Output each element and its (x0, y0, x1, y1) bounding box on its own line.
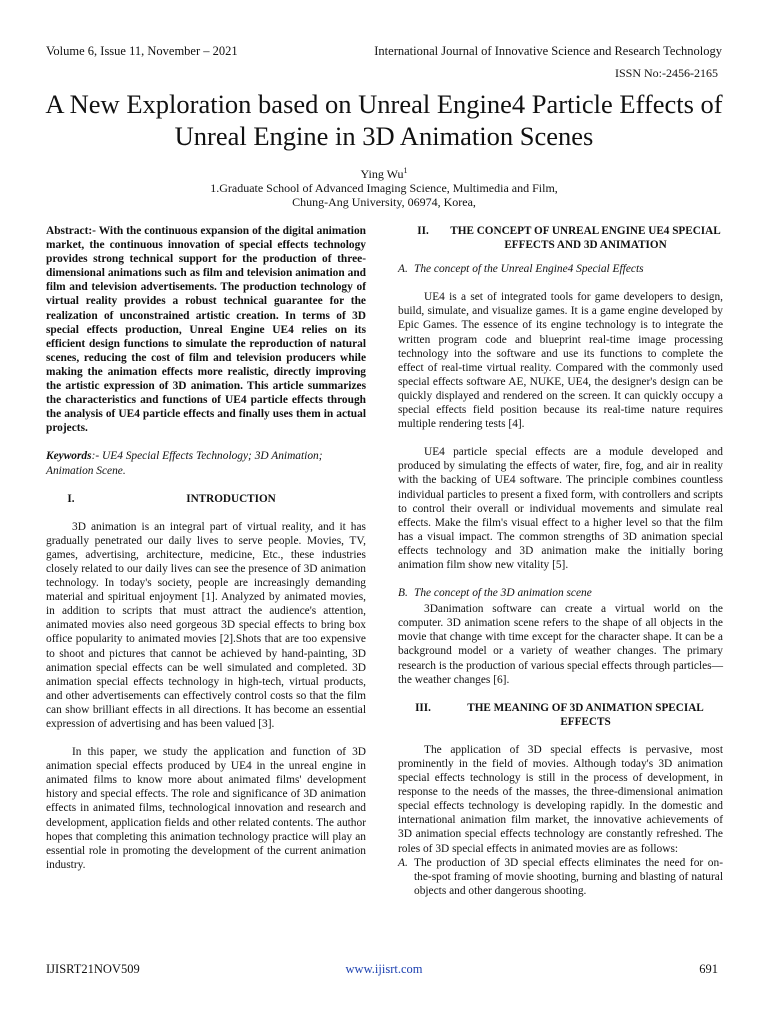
subsection-letter: A. (398, 263, 408, 276)
section2-paragraph-1: UE4 is a set of integrated tools for game developers to design, build, simulate, and visualize games. It is a game engine developed by Epic Games. The essence of its engine technology is to integrate the written program code and blueprint real-time image processing technology into the software and use its functions to complete the effect of real-time virtual reality. Compared with the commonly used special effects software AE, NUKE, UE4, the designer's design can be quickly displayed and rendered on the screen. It can quickly occupy a special effects field position because its real-time nature requires multiple rendering tests [4]. (398, 291, 723, 431)
intro-paragraph-2: In this paper, we study the application and function of 3D animation special effects produced by UE4 in the unreal engine in animated films to know more about animated films' development history and special effects. The role and significance of 3D animation effects in animated films, technological innovation and research and development, application fields and other related contents. The author hopes that completing this animation technology practice will play an essential role in promoting the development of the current animation industry. (46, 746, 366, 871)
list-item-text: The production of 3D special effects eliminates the need for on-the-spot framing of movie shooting, burning and blasting of natural objects and other dangerous shooting. (414, 856, 723, 897)
keywords-label: Keywords (46, 450, 92, 463)
section-heading-3 (398, 701, 723, 729)
section-title: THE MEANING OF 3D ANIMATION SPECIAL EFFECTS (467, 701, 704, 728)
header-issn: ISSN No:-2456-2165 (614, 66, 718, 80)
left-column (46, 224, 366, 872)
keywords-text: :- UE4 Special Effects Technology; 3D Animation; Animation Scene. (46, 450, 323, 477)
author (0, 166, 768, 182)
abstract: Abstract:- With the continuous expansion of the digital animation market, the continuous innovation of special effects technology provides strong technical support for the production of three-dimensional animations such as film and television animation and film and television advertisements. The production technology of virtual reality provides a robust technical guarantee for the realization of unconstrained artistic creation. In terms of 3D special effects production, Unreal Engine UE4 relies on its efficient design functions to simulate the reproduction of natural scenes, reducing the cost of film and television producers while making the animation effects more realistic, directly improving the artistic expression of 3D animation. This article summarizes the characteristics and functions of UE4 particle effects through the analysis of UE4 particle effects and finally uses them in actual projects. (46, 225, 366, 435)
footer-website-link[interactable]: www.ijisrt.com (345, 962, 423, 976)
list-item-a (398, 856, 723, 898)
paper-title: A New Exploration based on Unreal Engine4 Particle Effects of Unreal Engine in 3D Animation Scenes (45, 89, 723, 151)
subsection-title: The concept of the 3D animation scene (414, 587, 592, 600)
keywords (46, 449, 366, 477)
section-number: II. (417, 225, 429, 237)
affiliation-line-2: Chung-Ang University, 06974, Korea, (292, 195, 476, 209)
subsection-heading-a (398, 262, 723, 276)
subsection-heading-b (398, 586, 723, 600)
header-volume: Volume 6, Issue 11, November – 2021 (46, 44, 238, 58)
section-number: I. (67, 492, 75, 505)
right-column (398, 224, 723, 898)
affiliation-line-1: 1.Graduate School of Advanced Imaging Science, Multimedia and Film, (210, 181, 558, 195)
footer-paper-id: IJISRT21NOV509 (46, 962, 140, 976)
header-journal: International Journal of Innovative Science and Research Technology (374, 44, 722, 58)
author-name: Ying Wu (360, 167, 404, 181)
intro-paragraph-1: 3D animation is an integral part of virtual reality, and it has gradually penetrated our daily lives to serve people. Movies, TV, games, advertising, architecture, medicine, Etc., these industries closely related to our daily lives can see the presence of 3D animation technology. In today's society, people are increasingly demanding material and spiritual enjoyment [1]. Analyzed by animated movies, in addition to scripts that must attract the audience's attention, animated movies also need gorgeous 3D special effects to bring box office popularity to animated movies [2].Shots that are too expensive to shoot and pictures that cannot be achieved by hand-painting, 3D animation special effects can be well simulated and completed. 3D animation special effects technology in high-tech, virtual products, and other advertisements can effectively control costs so that the film can show brilliant effects in all directions. It has become an essential expression of advertising and has been valued [3]. (46, 520, 366, 730)
affiliation (0, 181, 768, 209)
list-item-letter: A. (398, 856, 408, 869)
section-heading-2 (398, 224, 723, 252)
section2-paragraph-3: 3Danimation software can create a virtual world on the computer. 3D animation scene refers to the shape of all objects in the movie that change with time except for the character shape. It can be a background model or a variety of weather changes. The primary research is the production of various special effects through particles—the weather changes [6]. (398, 603, 723, 686)
section2-paragraph-2: UE4 particle special effects are a module developed and produced by simulating the effects of water, fire, fog, and air in reality with the backing of UE4 software. The principle combines countless individual particles to present a fixed form, with controllers and scripts to control their overall or individual movements and simulate real effects. Make the film's visual effect to a higher level so that the film has a visual impact. The common strengths of 3D animation special effects technology and 3D animation make the initially boring animation film show new vitality [5]. (398, 446, 723, 571)
subsection-title: The concept of the Unreal Engine4 Special Effects (414, 263, 644, 276)
section-title: INTRODUCTION (186, 492, 276, 505)
author-sup: 1 (403, 166, 408, 175)
section3-paragraph-1: The application of 3D special effects is pervasive, most prominently in the field of movies. Although today's 3D animation special effects technology is still in the process of development, in response to the needs of the masses, the three-dimensional animation special effects technology is developing rapidly. In the domestic and international animation film market, the innovative achievements of 3D animation special effects technology are constantly refreshed. The roles of 3D special effects in animated movies are as follows: (398, 743, 723, 855)
footer-page-number: 691 (699, 962, 718, 976)
subsection-letter: B. (398, 587, 408, 600)
section-heading-intro (46, 492, 366, 506)
section-title: THE CONCEPT OF UNREAL ENGINE UE4 SPECIAL EFFECTS AND 3D ANIMATION (450, 225, 721, 252)
section-number: III. (415, 701, 431, 714)
